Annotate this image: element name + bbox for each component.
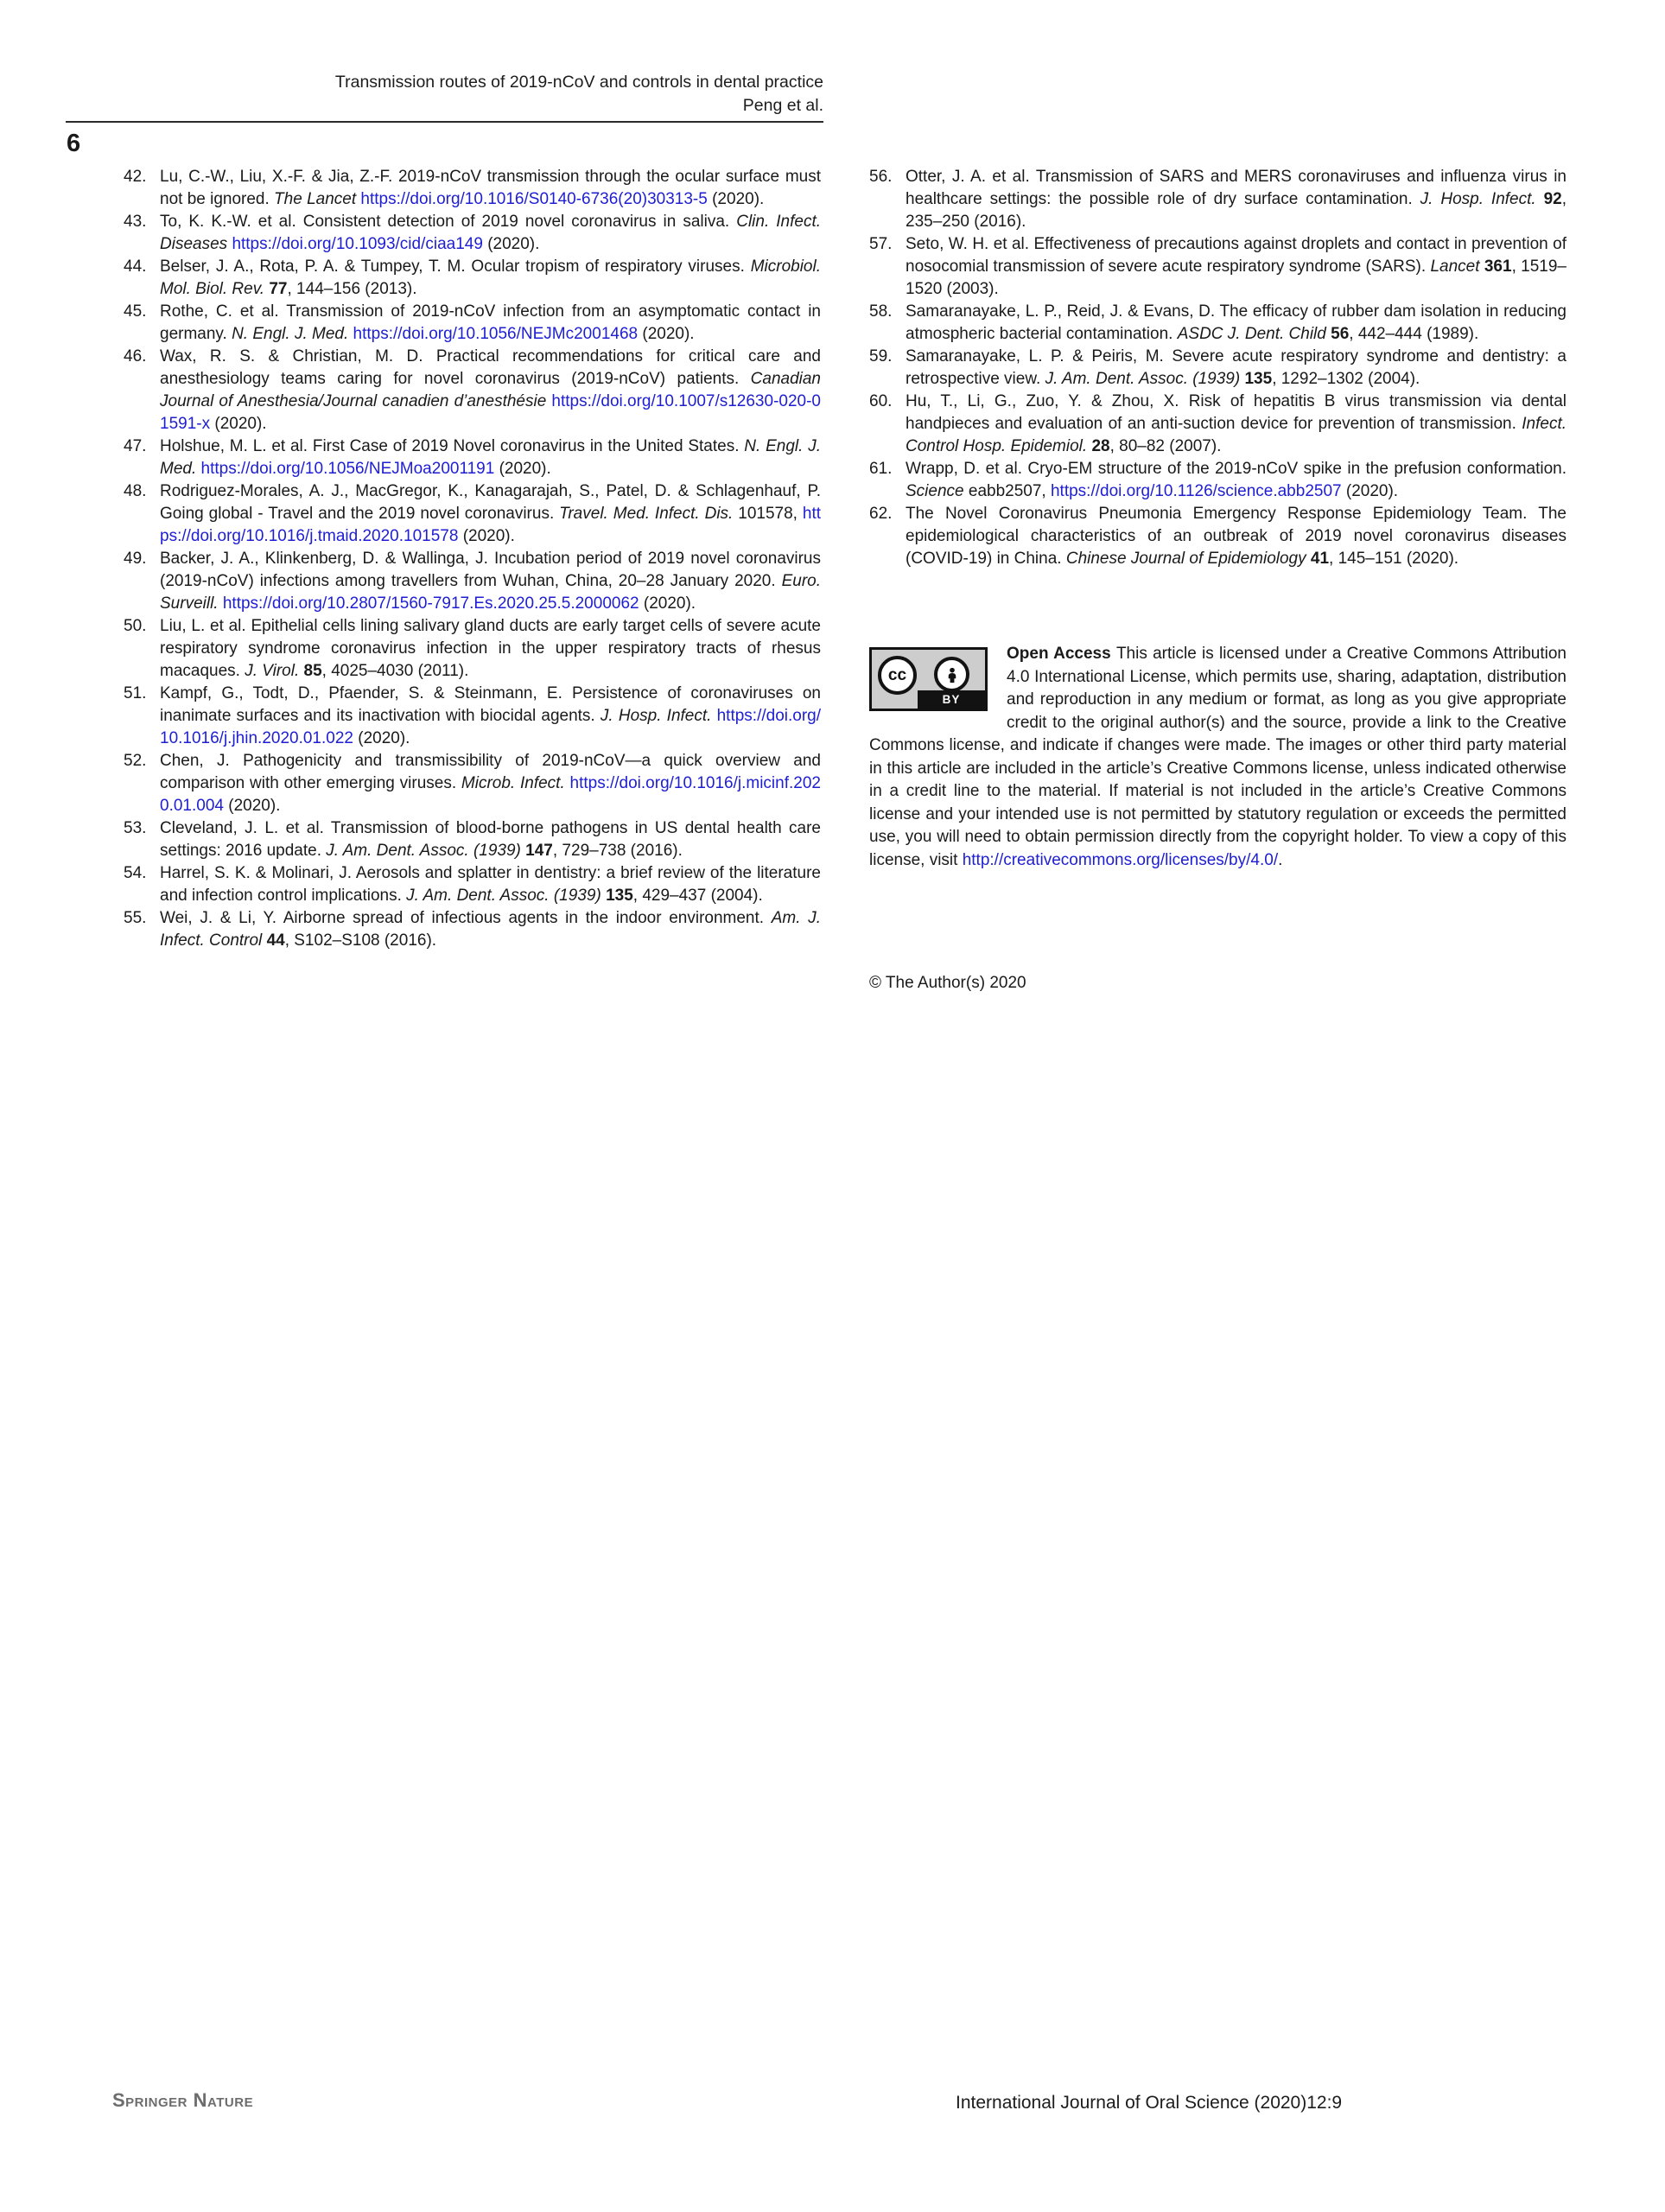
reference-number: 60. — [869, 392, 893, 410]
text-run: Travel. Med. Infect. Dis. — [559, 505, 739, 523]
reference-number: 42. — [124, 168, 147, 186]
text-run: Infect. Control Hosp. Epidemiol. — [906, 415, 1566, 455]
reference-text — [160, 750, 821, 817]
text-run: Wei, J. & Li, Y. Airborne spread of infectious agents in the indoor environment. — [160, 909, 772, 927]
text-run: J. Am. Dent. Assoc. (1939) — [326, 842, 526, 860]
text-run: , 442–444 (1989). — [1349, 325, 1479, 343]
right-column — [869, 166, 1566, 993]
page-number: 6 — [67, 130, 81, 157]
reference-item — [869, 391, 1566, 458]
text-run: The Novel Coronavirus Pneumonia Emergency Response Epidemiology Team. The epidemiological characteristics of an outbreak of 2019 novel coronavirus diseases (COVID-19) in China. — [906, 505, 1566, 568]
text-run: 41 — [1310, 550, 1330, 568]
reference-text — [906, 301, 1566, 346]
attribution-person-icon — [934, 657, 969, 692]
reference-text — [906, 391, 1566, 458]
text-run: 361 — [1484, 257, 1512, 276]
doi-link[interactable]: https://doi.org/10.2807/1560-7917.Es.2020.25.5.2000062 — [222, 594, 639, 613]
doi-link[interactable]: https://doi.org/10.1126/science.abb2507 — [1050, 482, 1342, 500]
reference-text — [906, 503, 1566, 570]
text-run: , 145–151 (2020). — [1329, 550, 1459, 568]
text-run: , 80–82 (2007). — [1109, 437, 1222, 455]
doi-link[interactable]: https://doi.org/10.1016/j.micinf.2020.01.004 — [160, 774, 821, 815]
text-run: (2020). — [482, 235, 540, 253]
springer-nature-logo: Springer Nature — [112, 2089, 254, 2111]
reference-item — [124, 256, 821, 301]
copyright-line: © The Author(s) 2020 — [869, 974, 1026, 992]
doi-link[interactable]: https://doi.org/10.1016/j.jhin.2020.01.022 — [160, 707, 821, 747]
text-run: Wax, R. S. & Christian, M. D. Practical recommendations for critical care and anesthesiology teams caring for novel coronavirus (2019-nCoV) patients. — [160, 347, 821, 388]
text-run: To, K. K.-W. et al. Consistent detection of 2019 novel coronavirus in saliva. — [160, 213, 737, 231]
text-run: , 235–250 (2016). — [906, 190, 1567, 231]
reference-number: 46. — [124, 347, 147, 365]
text-run: Samaranayake, L. P. & Peiris, M. Severe acute respiratory syndrome and dentistry: a retrospective view. — [906, 347, 1566, 388]
text-run: 135 — [1244, 370, 1273, 388]
text-run: , 4025–4030 (2011). — [321, 662, 469, 680]
reference-number: 51. — [124, 684, 147, 702]
open-access-section — [869, 643, 1566, 872]
text-run: J. Hosp. Infect. — [600, 707, 717, 725]
reference-text — [160, 548, 821, 615]
text-run: Otter, J. A. et al. Transmission of SARS and MERS coronaviruses and influenza virus in healthcare settings: the possible role of dry surface contamination. — [906, 168, 1566, 208]
text-run: , 1519–1520 (2003). — [906, 257, 1566, 298]
running-authors: Peng et al. — [742, 96, 823, 115]
text-run: 77 — [269, 280, 288, 298]
reference-item — [124, 615, 821, 683]
text-run: Holshue, M. L. et al. First Case of 2019 Novel coronavirus in the United States. — [160, 437, 745, 455]
text-run: 56 — [1331, 325, 1350, 343]
text-run: (2020). — [638, 325, 695, 343]
text-run: J. Hosp. Infect. — [1420, 190, 1544, 208]
text-run: Harrel, S. K. & Molinari, J. Aerosols and splatter in dentistry: a brief review of the literature and infection control implications. — [160, 864, 821, 905]
reference-item — [124, 301, 821, 346]
text-run: eabb2507, — [968, 482, 1051, 500]
reference-text — [160, 346, 821, 435]
reference-item — [124, 817, 821, 862]
reference-number: 52. — [124, 752, 147, 770]
text-run: 92 — [1543, 190, 1562, 208]
reference-item — [869, 503, 1566, 570]
reference-text — [160, 907, 821, 952]
reference-number: 57. — [869, 235, 893, 253]
reference-item — [869, 233, 1566, 301]
text-run: Backer, J. A., Klinkenberg, D. & Wallinga, J. Incubation period of 2019 novel coronavirus (2019-nCoV) infections among travellers from Wuhan, China, 20–28 January 2020. — [160, 550, 821, 590]
text-run: (2020). — [707, 190, 765, 208]
reference-item — [124, 862, 821, 907]
reference-number: 44. — [124, 257, 147, 276]
text-run: Seto, W. H. et al. Effectiveness of precautions against droplets and contact in prevention of nosocomial transmission of severe acute respiratory syndrome (SARS). — [906, 235, 1566, 276]
text-run: (2020). — [223, 797, 281, 815]
reference-number: 62. — [869, 505, 893, 523]
creative-commons-icon: cc — [878, 656, 917, 695]
license-link[interactable]: http://creativecommons.org/licenses/by/4.0/ — [962, 850, 1279, 869]
doi-link[interactable]: https://doi.org/10.1016/j.tmaid.2020.101578 — [160, 505, 821, 545]
text-run: 101578, — [738, 505, 803, 523]
doi-link[interactable]: https://doi.org/10.1016/S0140-6736(20)30313-5 — [360, 190, 708, 208]
reference-number: 58. — [869, 302, 893, 321]
reference-text — [160, 211, 821, 256]
reference-text — [160, 301, 821, 346]
text-run: Rothe, C. et al. Transmission of 2019-nCoV infection from an asymptomatic contact in germany. — [160, 302, 821, 343]
reference-item — [124, 435, 821, 480]
header-divider — [66, 121, 823, 123]
reference-item — [124, 907, 821, 952]
reference-number: 43. — [124, 213, 147, 231]
text-run: Lancet — [1430, 257, 1484, 276]
text-run: (2020). — [1341, 482, 1399, 500]
reference-item — [124, 166, 821, 211]
reference-text — [160, 166, 821, 211]
text-run: Samaranayake, L. P., Reid, J. & Evans, D. The efficacy of rubber dam isolation in reducing atmospheric bacterial contamination. — [906, 302, 1566, 343]
reference-text — [160, 435, 821, 480]
reference-item — [869, 301, 1566, 346]
reference-text — [906, 346, 1566, 391]
text-run: Lu, C.-W., Liu, X.-F. & Jia, Z.-F. 2019-nCoV transmission through the ocular surface must not be ignored. — [160, 168, 821, 208]
text-run: Liu, L. et al. Epithelial cells lining salivary gland ducts are early target cells of severe acute respiratory syndrome coronavirus infection in the upper respiratory tracts of rhesus macaques. — [160, 617, 821, 680]
reference-text — [906, 458, 1566, 503]
reference-text — [160, 862, 821, 907]
text-run: The Lancet — [274, 190, 357, 208]
text-run: , 429–437 (2004). — [632, 887, 763, 905]
text-run: . — [1278, 850, 1283, 869]
doi-link[interactable]: https://doi.org/10.1007/s12630-020-01591-x — [160, 392, 821, 433]
text-run: Cleveland, J. L. et al. Transmission of blood-borne pathogens in US dental health care settings: 2016 update. — [160, 819, 821, 860]
page-header — [66, 71, 823, 118]
text-run: 44 — [266, 931, 285, 950]
text-run: (2020). — [494, 460, 551, 478]
reference-number: 48. — [124, 482, 147, 500]
text-run: Hu, T., Li, G., Zuo, Y. & Zhou, X. Risk of hepatitis B virus transmission via dental handpieces and evaluation of an anti-suction device for prevention of transmission. — [906, 392, 1566, 433]
reference-text — [906, 233, 1566, 301]
reference-item — [124, 683, 821, 750]
reference-text — [160, 256, 821, 301]
text-run: (2020). — [639, 594, 696, 613]
text-run: N. Engl. J. Med. — [160, 437, 821, 478]
doi-link[interactable]: https://doi.org/10.1056/NEJMc2001468 — [353, 325, 639, 343]
text-run: 28 — [1091, 437, 1110, 455]
text-run: J. Am. Dent. Assoc. (1939) — [1045, 370, 1245, 388]
reference-text — [160, 683, 821, 750]
text-run: 135 — [606, 887, 633, 905]
text-run: Rodriguez-Morales, A. J., MacGregor, K., Kanagarajah, S., Patel, D. & Schlagenhauf, P. Going global - Travel and the 2019 novel coronavirus. — [160, 482, 821, 523]
reference-text — [160, 480, 821, 548]
text-run: , 1292–1302 (2004). — [1272, 370, 1420, 388]
reference-item — [869, 458, 1566, 503]
reference-item — [124, 346, 821, 435]
reference-list-right — [869, 166, 1566, 570]
text-run: Canadian Journal of Anesthesia/Journal canadien d’anesthésie — [160, 370, 821, 410]
text-run: N. Engl. J. Med. — [232, 325, 353, 343]
reference-number: 56. — [869, 168, 893, 186]
reference-item — [869, 346, 1566, 391]
reference-number: 50. — [124, 617, 147, 635]
reference-number: 61. — [869, 460, 893, 478]
reference-number: 47. — [124, 437, 147, 455]
reference-number: 49. — [124, 550, 147, 568]
reference-list-left — [124, 166, 821, 952]
doi-link[interactable]: https://doi.org/10.1056/NEJMoa2001191 — [200, 460, 495, 478]
cc-by-badge — [869, 647, 988, 711]
reference-text — [906, 166, 1566, 233]
reference-number: 53. — [124, 819, 147, 837]
reference-number: 59. — [869, 347, 893, 365]
cc-by-label: BY — [918, 690, 985, 709]
reference-item — [124, 750, 821, 817]
text-run: , 144–156 (2013). — [287, 280, 417, 298]
text-run: J. Am. Dent. Assoc. (1939) — [406, 887, 607, 905]
text-run: This article is licensed under a Creative Commons Attribution 4.0 International License, which permits use, sharing, adaptation, distribution and reproduction in any medium or format, as long as you give appropriate credit to the original author(s) and the source, provide a link to the Creative Commons license, and indicate if changes were made. The images or other third party material in this article are included in the article’s Creative Commons license, unless indicated otherwise in a credit line to the material. If material is not included in the article’s Creative Commons license and your intended use is not permitted by statutory regulation or exceeds the permitted use, you will need to obtain permission directly from the copyright holder. To view a copy of this license, visit — [869, 645, 1566, 869]
text-run: 85 — [303, 662, 322, 680]
text-run: (2020). — [353, 729, 410, 747]
reference-item — [124, 548, 821, 615]
reference-item — [124, 480, 821, 548]
text-run: (2020). — [458, 527, 515, 545]
reference-number: 54. — [124, 864, 147, 882]
text-run: 147 — [525, 842, 553, 860]
text-run: Science — [906, 482, 969, 500]
journal-citation: International Journal of Oral Science (2020)12:9 — [956, 2093, 1343, 2113]
text-run: Euro. Surveill. — [160, 572, 821, 613]
text-run: , 729–738 (2016). — [552, 842, 683, 860]
reference-text — [160, 615, 821, 683]
reference-number: 45. — [124, 302, 147, 321]
doi-link[interactable]: https://doi.org/10.1093/cid/ciaa149 — [232, 235, 483, 253]
text-run: , S102–S108 (2016). — [284, 931, 437, 950]
text-run: Wrapp, D. et al. Cryo-EM structure of the 2019-nCoV spike in the prefusion conformation. — [906, 460, 1566, 478]
text-run: J. Virol. — [245, 662, 304, 680]
running-title: Transmission routes of 2019-nCoV and controls in dental practice — [334, 73, 823, 92]
text-run: Clin. Infect. Diseases — [160, 213, 821, 253]
text-run: Kampf, G., Todt, D., Pfaender, S. & Steinmann, E. Persistence of coronaviruses on inanimate surfaces and its inactivation with biocidal agents. — [160, 684, 821, 725]
text-run: Belser, J. A., Rota, P. A. & Tumpey, T. M. Ocular tropism of respiratory viruses. — [160, 257, 751, 276]
reference-item — [124, 211, 821, 256]
text-run: Chinese Journal of Epidemiology — [1065, 550, 1311, 568]
text-run: Microb. Infect. — [461, 774, 570, 792]
text-run: Open Access — [1007, 645, 1116, 663]
reference-text — [160, 817, 821, 862]
reference-number: 55. — [124, 909, 147, 927]
text-run: ASDC J. Dent. Child — [1177, 325, 1331, 343]
text-run: Chen, J. Pathogenicity and transmissibility of 2019-nCoV—a quick overview and comparison with other emerging viruses. — [160, 752, 821, 792]
reference-item — [869, 166, 1566, 233]
text-run: (2020). — [210, 415, 267, 433]
text-run: Am. J. Infect. Control — [160, 909, 821, 950]
text-run: Microbiol. Mol. Biol. Rev. — [160, 257, 821, 298]
